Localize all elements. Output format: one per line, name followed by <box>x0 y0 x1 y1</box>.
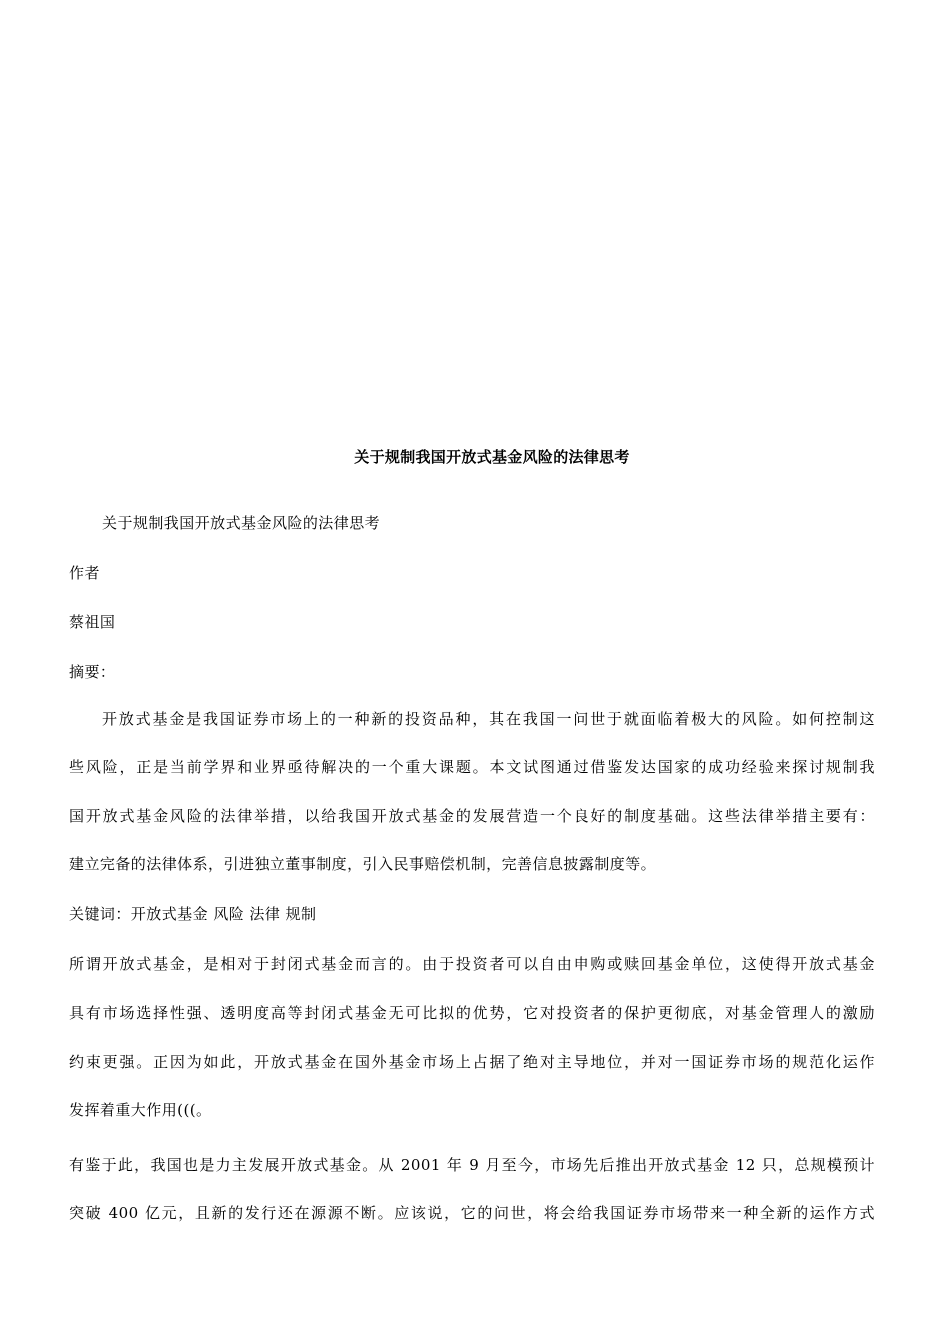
author-label: 作者 <box>69 564 100 582</box>
abstract-line: 建立完备的法律体系，引进独立董事制度，引入民事赔偿机制，完善信息披露制度等。 <box>69 855 657 873</box>
abstract-line: 国开放式基金风险的法律举措，以给我国开放式基金的发展营造一个良好的制度基础。这些法律举措主要有： <box>69 807 875 825</box>
paragraph-line: 所谓开放式基金，是相对于封闭式基金而言的。由于投资者可以自由申购或赎回基金单位，这使得开放式基金 <box>69 955 875 973</box>
document-subtitle: 关于规制我国开放式基金风险的法律思考 <box>102 514 381 532</box>
paragraph-line: 突破 400 亿元，且新的发行还在源源不断。应该说，它的问世，将会给我国证券市场带来一种全新的运作方式 <box>69 1204 875 1222</box>
author-name: 蔡祖国 <box>69 613 116 631</box>
keywords: 关键词：开放式基金 风险 法律 规制 <box>69 905 317 923</box>
abstract-line: 些风险，正是当前学界和业界亟待解决的一个重大课题。本文试图通过借鉴发达国家的成功经验来探讨规制我 <box>69 758 875 776</box>
document-title: 关于规制我国开放式基金风险的法律思考 <box>354 448 630 466</box>
abstract-line: 开放式基金是我国证券市场上的一种新的投资品种，其在我国一问世于就面临着极大的风险。如何控制这 <box>102 710 875 728</box>
paragraph-line: 约束更强。正因为如此，开放式基金在国外基金市场上占据了绝对主导地位，并对一国证券市场的规范化运作 <box>69 1053 875 1071</box>
paragraph-line: 具有市场选择性强、透明度高等封闭式基金无可比拟的优势，它对投资者的保护更彻底，对基金管理人的激励 <box>69 1004 875 1022</box>
paragraph-line: 有鉴于此，我国也是力主发展开放式基金。从 2001 年 9 月至今，市场先后推出开放式基金 12 只，总规模预计 <box>69 1156 875 1174</box>
abstract-label: 摘要： <box>69 663 116 681</box>
paragraph-line: 发挥着重大作用(((。 <box>69 1101 212 1119</box>
